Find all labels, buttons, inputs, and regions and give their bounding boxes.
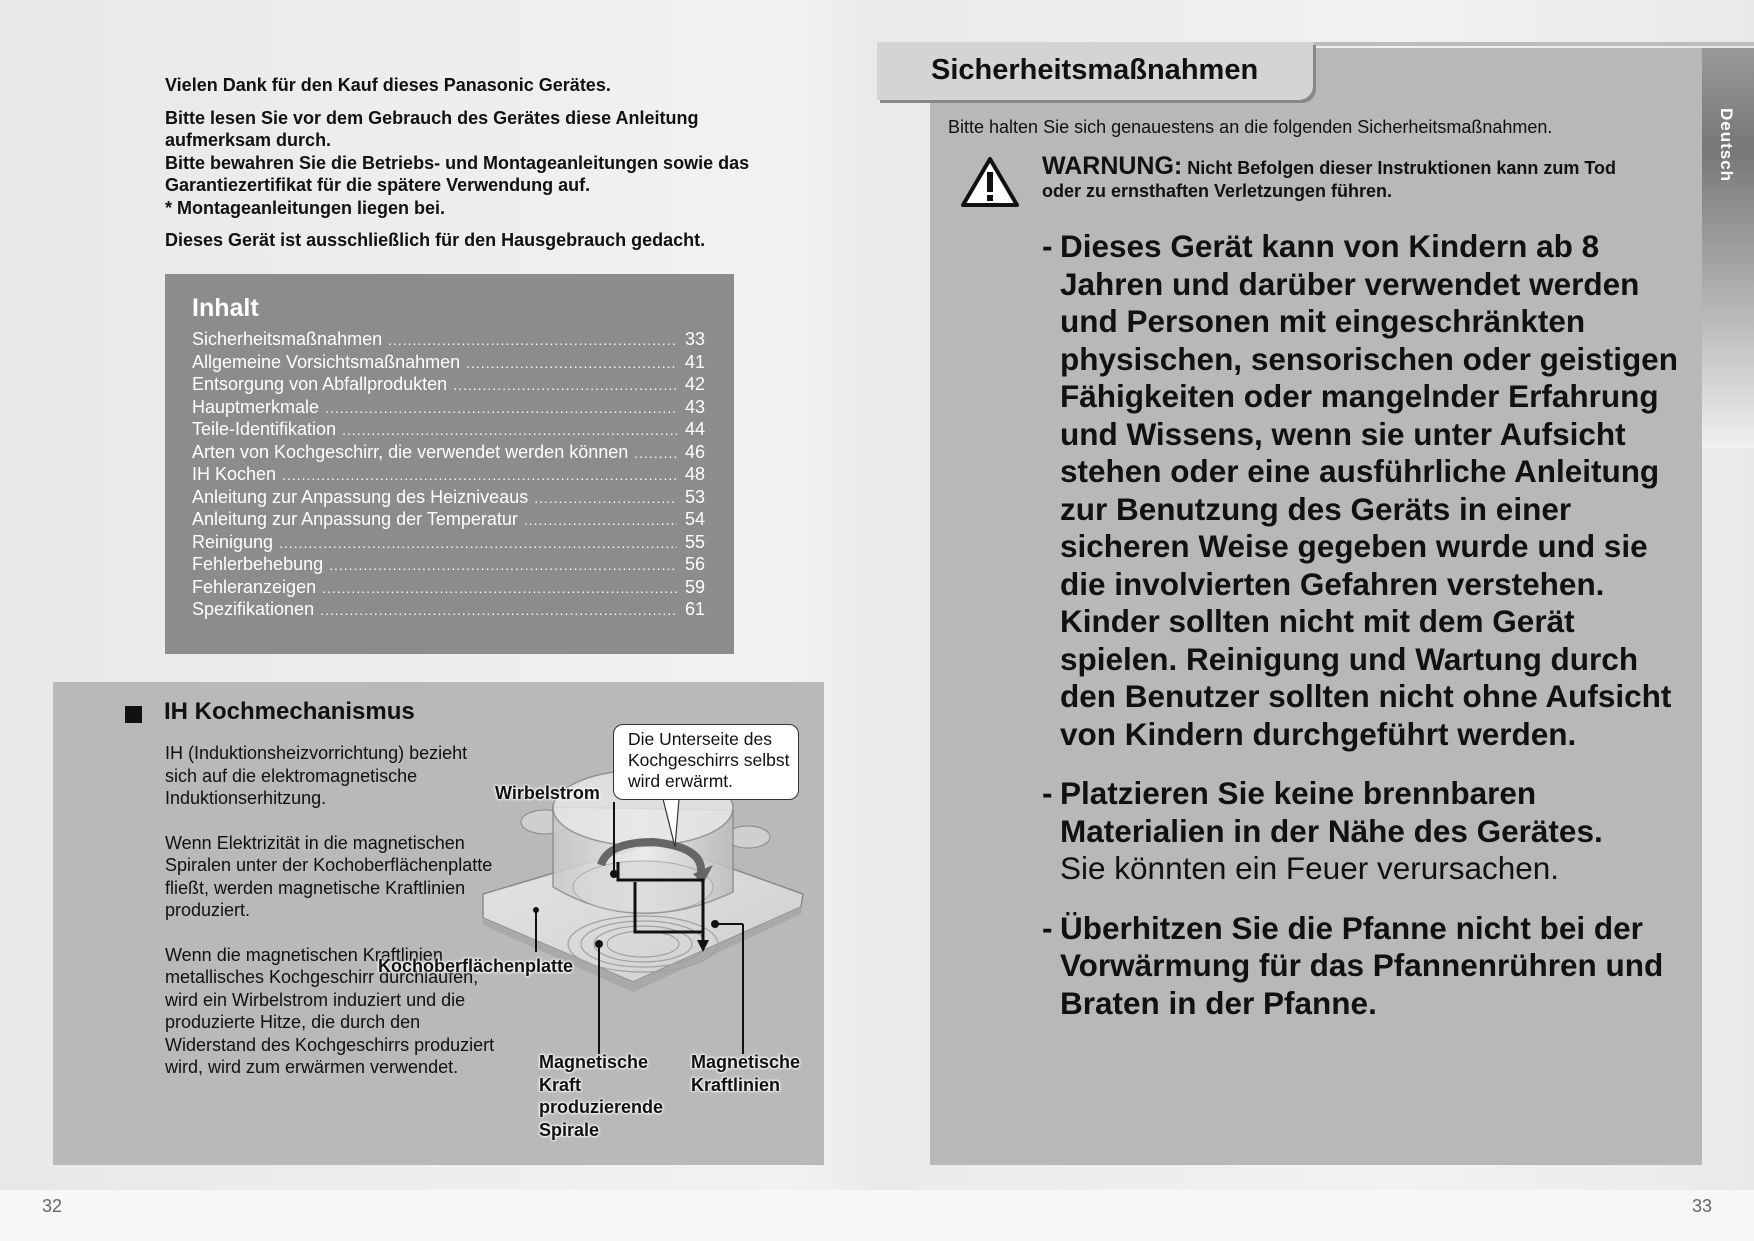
toc-item bbox=[192, 576, 705, 599]
page-number-left: 32 bbox=[42, 1196, 63, 1216]
toc-item-page: 59 bbox=[684, 576, 705, 597]
rule-dash: - bbox=[1042, 909, 1053, 946]
toc-item bbox=[192, 396, 705, 419]
toc-leader-dots bbox=[325, 397, 677, 420]
toc-item bbox=[192, 373, 705, 396]
toc-item-page: 54 bbox=[684, 509, 705, 529]
label-wirbelstrom: Wirbelstrom bbox=[495, 783, 600, 803]
toc-title: Inhalt bbox=[192, 294, 259, 322]
rule-bold-text: Dieses Gerät kann von Kindern ab 8 Jahren und darüber verwendet werden und Personen mit eingeschränkten physischen, sensorischen oder geistigen Fähigkeiten oder mangelnder Erfahrung und Wissens, wenn sie unter Aufsicht stehen oder eine ausführliche Anleitung zur Benutzung des Geräts in einer sicheren Weise gegeben wurde und sie die involvierten Gefahren verstehen. Kinder sollten nicht mit dem Gerät spielen. Reinigung und Wartung durch den Benutzer sollten nicht ohne Aufsicht von Kindern durchgeführt werden. bbox=[1060, 228, 1678, 752]
ih-paragraph: IH (Induktionsheizvorrichtung) bezieht sich auf die elektromagnetische Induktionserhitzung. bbox=[165, 743, 468, 808]
language-label: Deutsch bbox=[1717, 108, 1736, 183]
ih-title: IH Kochmechanismus bbox=[164, 698, 415, 725]
section-title: Sicherheitsmaßnahmen bbox=[931, 54, 1259, 86]
toc-item-title: Entsorgung von Abfallprodukten bbox=[192, 374, 448, 394]
toc-leader-dots bbox=[466, 352, 677, 375]
ih-paragraph: Wenn die magnetischen Kraftlinien metallisches Kochgeschirr durchlaufen, wird ein Wirbelstrom induziert und die produzierte Hitze, die durch den Widerstand des Kochgeschirrs produziert wird, wird zum erwärmen verwendet. bbox=[165, 944, 495, 1077]
intro-read: Bitte lesen Sie vor dem Gebrauch des Gerätes diese Anleitung aufmerksam durch. Bitte bewahren Sie die Betriebs- und Montageanleitungen sowie das Garantiezertifikat für die spätere Verwendung auf. * Montageanleitungen liegen bei. bbox=[165, 107, 750, 218]
toc-item bbox=[192, 598, 705, 621]
ih-paragraph: Wenn Elektrizität in die magnetischen Spiralen unter der Kochoberflächenplatte fließt, werden magnetische Kraftlinien produziert. bbox=[165, 832, 493, 920]
toc-item-title: Anleitung zur Anpassung des Heizniveaus bbox=[192, 486, 529, 507]
safety-rule bbox=[1042, 775, 1682, 888]
toc-item-page: 55 bbox=[684, 531, 705, 552]
toc-item-title: Teile-Identifikation bbox=[192, 419, 337, 439]
safety-rule bbox=[1042, 228, 1682, 753]
label-plate: Kochoberflächenplatte bbox=[378, 956, 574, 976]
rule-normal-text: Sie könnten ein Feuer verursachen. bbox=[1060, 850, 1560, 886]
language-tab bbox=[1702, 48, 1754, 448]
toc-leader-dots bbox=[329, 554, 677, 577]
section-header bbox=[877, 42, 1313, 100]
toc-item-title: Allgemeine Vorsichtsmaßnahmen bbox=[192, 351, 461, 372]
rule-body bbox=[1060, 775, 1682, 888]
safety-rules bbox=[1042, 228, 1682, 1044]
safety-rule bbox=[1042, 910, 1682, 1023]
toc-item bbox=[192, 486, 705, 509]
toc-item-page: 61 bbox=[684, 599, 705, 619]
toc-item bbox=[192, 508, 705, 531]
toc-leader-dots bbox=[524, 509, 677, 532]
footer-band bbox=[0, 1190, 1754, 1241]
toc-item-page: 43 bbox=[684, 396, 705, 417]
toc-item bbox=[192, 328, 705, 351]
toc-leader-dots bbox=[388, 329, 677, 352]
toc-item bbox=[192, 553, 705, 576]
label-lines: Magnetische Kraftlinien bbox=[691, 1052, 801, 1095]
toc-item-page: 56 bbox=[684, 554, 705, 574]
toc-item-title: Anleitung zur Anpassung der Temperatur bbox=[192, 509, 518, 529]
table-of-contents bbox=[165, 274, 734, 654]
toc-item-title: Spezifikationen bbox=[192, 599, 315, 619]
warning-text bbox=[1042, 152, 1642, 202]
toc-item-page: 48 bbox=[684, 464, 705, 484]
rule-dash: - bbox=[1042, 775, 1053, 811]
warning-triangle-icon bbox=[960, 156, 1020, 208]
toc-item bbox=[192, 351, 705, 374]
toc-leader-dots bbox=[279, 532, 677, 555]
toc-item-page: 44 bbox=[684, 419, 705, 439]
toc-item-title: Fehlerbehebung bbox=[192, 554, 324, 574]
label-coil: Magnetische Kraft produzierende Spirale bbox=[539, 1052, 664, 1140]
toc-leader-dots bbox=[322, 577, 677, 600]
toc-item-title: Fehleranzeigen bbox=[192, 576, 317, 597]
toc-item-title: Reinigung bbox=[192, 531, 274, 552]
toc-item-page: 46 bbox=[684, 441, 705, 462]
toc-leader-dots bbox=[634, 442, 677, 465]
callout-bubble: Die Unterseite des Kochgeschirrs selbst wird erwärmt. bbox=[613, 724, 799, 800]
toc-item bbox=[192, 418, 705, 441]
toc-leader-dots bbox=[320, 599, 677, 622]
toc-list bbox=[192, 328, 705, 621]
toc-item-page: 42 bbox=[684, 374, 705, 394]
toc-item-page: 41 bbox=[684, 351, 705, 372]
warning-label: WARNUNG: bbox=[1042, 152, 1183, 180]
toc-item bbox=[192, 463, 705, 486]
rule-bold-text: Platzieren Sie keine brennbaren Materialien in der Nähe des Gerätes. bbox=[1060, 775, 1603, 849]
toc-item-title: Arten von Kochgeschirr, die verwendet werden können bbox=[192, 441, 629, 462]
toc-leader-dots bbox=[453, 374, 677, 397]
intro-thanks: Vielen Dank für den Kauf dieses Panasonic Gerätes. bbox=[165, 75, 611, 95]
toc-leader-dots bbox=[282, 464, 677, 487]
toc-item-page: 33 bbox=[684, 329, 705, 349]
toc-item-title: IH Kochen bbox=[192, 464, 277, 484]
toc-item-title: Sicherheitsmaßnahmen bbox=[192, 329, 383, 349]
toc-leader-dots bbox=[534, 487, 677, 510]
rule-body bbox=[1060, 228, 1682, 753]
toc-item bbox=[192, 441, 705, 464]
intro-text bbox=[165, 74, 765, 262]
rule-dash: - bbox=[1042, 228, 1053, 264]
intro-household: Dieses Gerät ist ausschließlich für den Hausgebrauch gedacht. bbox=[165, 230, 706, 250]
toc-leader-dots bbox=[342, 419, 677, 442]
warning-message: Nicht Befolgen dieser Instruktionen kann zum Tod oder zu ernsthaften Verletzungen führen. bbox=[1042, 158, 1616, 201]
rule-body bbox=[1060, 910, 1682, 1023]
toc-item-page: 53 bbox=[684, 486, 705, 507]
page-number-right: 33 bbox=[1692, 1196, 1713, 1216]
ih-mechanism-box bbox=[53, 682, 824, 1165]
toc-item-title: Hauptmerkmale bbox=[192, 396, 320, 417]
rule-bold-text: Überhitzen Sie die Pfanne nicht bei der Vorwärmung für das Pfannenrühren und Braten in der Pfanne. bbox=[1060, 909, 1664, 1021]
safety-intro: Bitte halten Sie sich genauestens an die folgenden Sicherheitsmaßnahmen. bbox=[948, 117, 1553, 137]
toc-item bbox=[192, 531, 705, 554]
